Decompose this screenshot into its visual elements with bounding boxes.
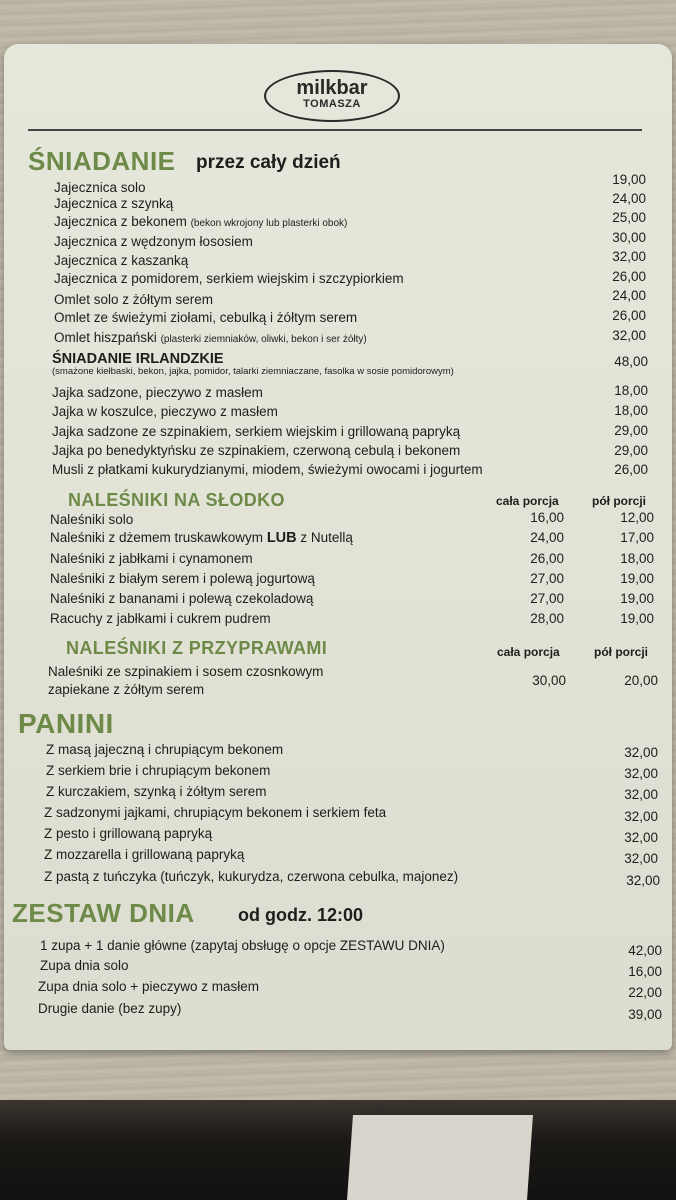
menu-item-name: Jajka w koszulce, pieczywo z masłem (52, 404, 278, 419)
savory-price-half: 20,00 (624, 673, 658, 688)
menu-item-name: Z kurczakiem, szynką i żółtym serem (46, 784, 267, 799)
menu-item-price: 32,00 (624, 851, 658, 866)
menu-item-price-full: 27,00 (530, 571, 564, 586)
irish-breakfast-name: ŚNIADANIE IRLANDZKIE (52, 351, 224, 367)
menu-item-name: Musli z płatkami kukurydzianymi, miodem, świeżymi owocami i jogurtem (52, 462, 483, 477)
header-divider (28, 129, 642, 131)
menu-item-price: 32,00 (624, 830, 658, 845)
menu-item-price-half: 18,00 (620, 551, 654, 566)
menu-item-price-full: 24,00 (530, 530, 564, 545)
menu-item-price: 26,00 (614, 462, 648, 477)
menu-item-name: Jajecznica z kaszanką (54, 253, 189, 268)
menu-item-price: 18,00 (614, 403, 648, 418)
menu-item-price: 32,00 (624, 809, 658, 824)
menu-item-price: 42,00 (628, 943, 662, 958)
menu-item-price-half: 19,00 (620, 591, 654, 606)
menu-item-price: 18,00 (614, 383, 648, 398)
menu-item-price-full: 16,00 (530, 510, 564, 525)
menu-item-price-half: 17,00 (620, 530, 654, 545)
menu-item-name: Z masą jajeczną i chrupiącym bekonem (46, 742, 284, 757)
breakfast-title: ŚNIADANIE (28, 146, 176, 176)
menu-item-note: (plasterki ziemniaków, oliwki, bekon i ser żółty) (160, 334, 367, 345)
menu-item-name: Jajecznica z szynką (54, 196, 174, 211)
menu-item-price-full: 28,00 (530, 611, 564, 626)
milkbar-logo (264, 70, 400, 122)
menu-item-price: 32,00 (624, 787, 658, 802)
menu-item-name: Omlet hiszpański (54, 330, 157, 345)
menu-item-name-suffix: z Nutellą (300, 530, 353, 545)
column-half-portion: pół porcji (594, 645, 648, 659)
column-half-portion: pół porcji (592, 494, 646, 508)
column-full-portion: cała porcja (496, 494, 559, 508)
set-menu-title: ZESTAW DNIA (12, 898, 195, 928)
menu-item-name: Jajecznica z pomidorem, serkiem wiejskim i szczypiorkiem (54, 271, 404, 286)
menu-item-price: 24,00 (612, 191, 646, 206)
menu-item-name: Jajka sadzone, pieczywo z masłem (52, 385, 263, 400)
menu-item-name: Jajecznica z wędzonym łososiem (54, 234, 253, 249)
menu-item-price: 25,00 (612, 210, 646, 225)
column-full-portion: cała porcja (497, 645, 560, 659)
menu-item-price: 32,00 (612, 249, 646, 264)
menu-item-price: 32,00 (612, 328, 646, 343)
savory-item-line2: zapiekane z żółtym serem (48, 682, 205, 697)
sweet-pancakes-title: NALEŚNIKI NA SŁODKO (68, 490, 285, 510)
savory-pancakes-title: NALEŚNIKI Z PRZYPRAWAMI (66, 638, 328, 658)
menu-item-name: Naleśniki solo (50, 512, 134, 527)
irish-breakfast-price: 48,00 (614, 354, 648, 369)
light-patch (347, 1115, 533, 1200)
menu-item-name: Z sadzonymi jajkami, chrupiącym bekonem i serkiem feta (44, 805, 387, 820)
menu-item-row (54, 330, 367, 348)
menu-item-row (50, 530, 353, 546)
menu-item-price: 32,00 (624, 745, 658, 760)
menu-item-name: Zupa dnia solo (40, 958, 129, 973)
menu-item-name: Drugie danie (bez zupy) (38, 1001, 182, 1016)
menu-item-name: Z serkiem brie i chrupiącym bekonem (46, 763, 271, 778)
logo-line1: milkbar (296, 77, 368, 99)
menu-item-name: Naleśniki z dżemem truskawkowym (50, 530, 264, 545)
menu-item-name: 1 zupa + 1 danie główne (zapytaj obsługę o opcje ZESTAWU DNIA) (40, 938, 445, 953)
menu-item-name: Jajecznica solo (54, 180, 146, 195)
menu-item-note: (bekon wkrojony lub plasterki obok) (190, 218, 348, 229)
menu-item-name: Naleśniki z jabłkami i cynamonem (50, 551, 253, 566)
menu-item-price-full: 26,00 (530, 551, 564, 566)
menu-item-price: 22,00 (628, 985, 662, 1000)
menu-item-name: Omlet solo z żółtym serem (54, 292, 214, 307)
menu-item-price: 29,00 (614, 443, 648, 458)
menu-item-price: 16,00 (628, 964, 662, 979)
menu-item-or: LUB (266, 530, 297, 546)
menu-item-price-half: 19,00 (620, 571, 654, 586)
savory-price-full: 30,00 (532, 673, 566, 688)
menu-item-price-half: 12,00 (620, 510, 654, 525)
menu-item-name: Z pastą z tuńczyka (tuńczyk, kukurydza, czerwona cebulka, majonez) (44, 869, 459, 884)
menu-item-name: Jajecznica z bekonem (54, 214, 187, 229)
irish-breakfast-note: (smażone kiełbaski, bekon, jajka, pomidor, talarki ziemniaczane, fasolka w sosie pomidorowym) (52, 366, 454, 377)
menu-item-price-half: 19,00 (620, 611, 654, 626)
set-menu-subtitle: od godz. 12:00 (238, 905, 364, 925)
menu-item-price: 30,00 (612, 230, 646, 245)
menu-item-row (54, 214, 347, 232)
menu-item-name: Naleśniki z bananami i polewą czekoladową (50, 591, 314, 606)
menu-item-price: 19,00 (612, 172, 646, 187)
menu-item-price: 24,00 (612, 288, 646, 303)
savory-item-line1: Naleśniki ze szpinakiem i sosem czosnkowym (48, 664, 324, 679)
menu-item-price-full: 27,00 (530, 591, 564, 606)
table-shadow (0, 1100, 676, 1200)
menu-item-name: Zupa dnia solo + pieczywo z masłem (38, 979, 259, 994)
menu-item-name: Jajka sadzone ze szpinakiem, serkiem wiejskim i grillowaną papryką (52, 424, 461, 439)
menu-item-price: 32,00 (626, 873, 660, 888)
logo-line2: TOMASZA (303, 98, 361, 110)
panini-title: PANINI (18, 708, 114, 739)
menu-item-name: Naleśniki z białym serem i polewą jogurtową (50, 571, 315, 586)
breakfast-subtitle: przez cały dzień (196, 152, 341, 173)
menu-item-name: Z mozzarella i grillowaną papryką (44, 847, 245, 862)
menu-item-name: Omlet ze świeżymi ziołami, cebulką i żółtym serem (54, 310, 358, 325)
menu-item-price: 29,00 (614, 423, 648, 438)
menu-item-name: Racuchy z jabłkami i cukrem pudrem (50, 611, 271, 626)
menu-item-price: 32,00 (624, 766, 658, 781)
menu-item-name: Z pesto i grillowaną papryką (44, 826, 213, 841)
menu-item-price: 26,00 (612, 308, 646, 323)
menu-item-name: Jajka po benedyktyńsku ze szpinakiem, czerwoną cebulą i bekonem (52, 443, 461, 458)
menu-item-price: 39,00 (628, 1007, 662, 1022)
menu-item-price: 26,00 (612, 269, 646, 284)
